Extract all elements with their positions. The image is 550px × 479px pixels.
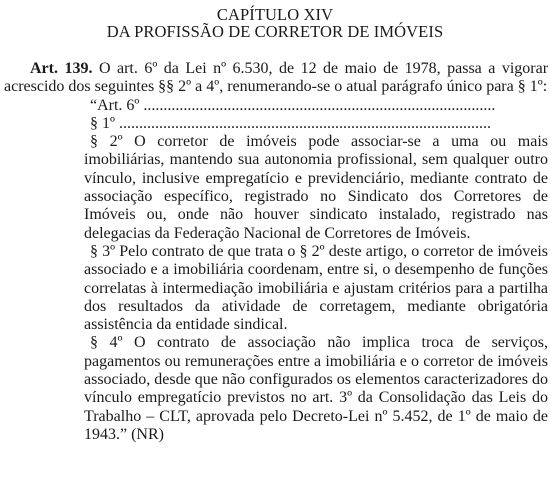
- paragraph-1-dotted-text: § 1º .............................................................................................: [90, 114, 491, 132]
- paragraph-4: [4, 334, 548, 444]
- paragraph-2: [4, 133, 548, 243]
- chapter-title: DA PROFISSÃO DE CORRETOR DE IMÓVEIS: [106, 22, 444, 41]
- article-label: Art. 139.: [30, 60, 93, 77]
- article-intro-text: O art. 6º da Lei nº 6.530, de 12 de maio de 1978, passa a vigorar acrescido dos seguintes §§ 2º a 4º, renumerando-se o atual parágrafo único para § 1º:: [4, 60, 549, 96]
- article-intro-paragraph: [4, 60, 548, 97]
- paragraph-3: [4, 243, 548, 334]
- article-139: [4, 60, 548, 444]
- chapter-number: CAPÍTULO XIV: [216, 5, 334, 24]
- art6-dotted-text: “Art. 6º ........................................................................................: [90, 96, 496, 114]
- paragraph-3-text: § 3º Pelo contrato de que trata o § 2º deste artigo, o corretor de imóveis associado e a imobiliária coordenam, entre si, o desempenho de funções correlatas à intermediação imobiliária e ajustam critérios para a partilha dos resultados da atividade de corretagem, mediante obrigatória assistência da entidade sindical.: [84, 242, 548, 334]
- paragraph-2-text: § 2º O corretor de imóveis pode associar-se a uma ou mais imobiliárias, mantendo sua autonomia profissional, sem qualquer outro vínculo, inclusive empregatício e previdenciário, mediante contrato de associação específico, registrado no Sindicato dos Corretores de Imóveis ou, onde não houver sindicato instalado, registrado nas delegacias da Federação Nacional de Corretores de Imóveis.: [84, 133, 548, 242]
- art6-line: [4, 97, 548, 115]
- paragraph-4-text: § 4º O contrato de associação não implica troca de serviços, pagamentos ou remunerações entre a imobiliária e o corretor de imóveis associado, desde que não configurados os elementos caracterizadores do vínculo empregatício previstos no art. 3º da Consolidação das Leis do Trabalho – CLT, aprovada pelo Decreto-Lei nº 5.452, de 1º de maio de 1943.” (NR): [84, 334, 548, 443]
- paragraph-1-line: [4, 115, 548, 133]
